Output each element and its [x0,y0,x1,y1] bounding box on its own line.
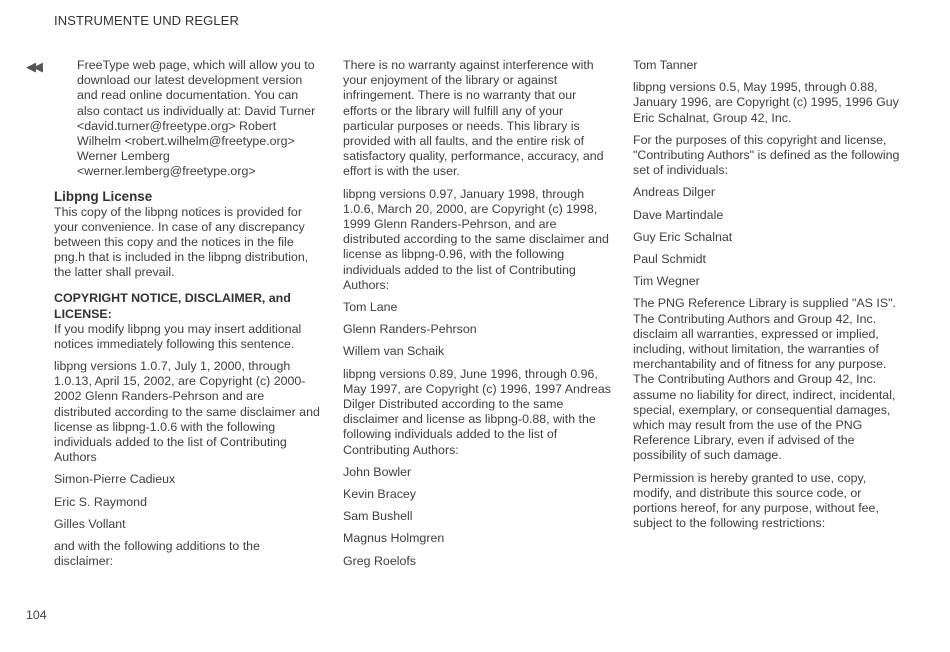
permission-paragraph: Permission is hereby granted to use, copy, modify, and distribute this source code, or portions hereof, for any purpose, without fee, subject to the following restrictions: [633,470,879,531]
versions-097-paragraph: libpng versions 0.97, January 1998, through 1.0.6, March 20, 2000, are Copyright (c) 1998, 1999 Glenn Randers-Pehrson, and are distributed according to the same disclaimer and license as libpng-0.96, with the following individuals added to the list of Contributing Authors: [343,186,609,292]
author-name: John Bowler [343,464,412,479]
author-name: Magnus Holmgren [343,531,445,546]
warranty-paragraph: There is no warranty against interference with your enjoyment of the library or against infringement. There is no warranty that our efforts or the library will fulfill any of your particular purposes or needs. This library is provided with all faults, and the entire risk of satisfactory quality, performance, accuracy, and effort is with the user. [343,58,604,179]
libpng-license-paragraph: This copy of the libpng notices is provided for your convenience. In case of any discrepancy between this copy and the notices in the file png.h that is included in the libpng distribution, the latter shall prevail. [54,204,309,280]
author-name: Kevin Bracey [343,487,417,502]
author-name: Paul Schmidt [633,252,707,267]
column-1 [54,58,322,576]
column-3 [633,58,905,538]
as-is-paragraph: The PNG Reference Library is supplied "AS IS". The Contributing Authors and Group 42, Inc. disclaim all warranties, expressed or implied, including, without limitation, the warranties of merchantability and of fitness for any purpose. The Contributing Authors and Group 42, Inc. assume no liability for direct, indirect, incidental, special, exemplary, or consequential damages, which may result from the use of the PNG Reference Library, even if advised of the possibility of such damage. [633,296,896,463]
page-header-title: INSTRUMENTE UND REGLER [54,13,239,28]
author-name: Glenn Randers-Pehrson [343,322,477,337]
author-name: Tom Tanner [633,58,698,72]
author-name: Andreas Dilger [633,185,715,200]
column-2 [343,58,613,576]
author-name: Willem van Schaik [343,344,445,359]
author-name: Tim Wegner [633,274,700,289]
additions-paragraph: and with the following additions to the disclaimer: [54,539,260,569]
versions-107-paragraph: libpng versions 1.0.7, July 1, 2000, through 1.0.13, April 15, 2002, are Copyright (c) 2000-2002 Glenn Randers-Pehrson and are distributed according to the same disclaimer and license as libpng-1.0.6 with the following individuals added to the list of Contributing Authors [54,359,320,465]
page-number: 104 [26,608,47,622]
copyright-notice-heading: COPYRIGHT NOTICE, DISCLAIMER, and LICENSE: [54,290,291,321]
versions-089-paragraph: libpng versions 0.89, June 1996, through 0.96, May 1997, are Copyright (c) 1996, 1997 Andreas Dilger Distributed according to the same disclaimer and license as libpng-0.88, with the following individuals added to the list of Contributing Authors: [343,366,611,457]
author-name: Tom Lane [343,300,398,315]
author-name: Sam Bushell [343,509,413,524]
versions-05-paragraph: libpng versions 0.5, May 1995, through 0.88, January 1996, are Copyright (c) 1995, 1996 Guy Eric Schalnat, Group 42, Inc. [633,80,899,125]
author-name: Dave Martindale [633,207,724,222]
contributing-authors-definition: For the purposes of this copyright and license, "Contributing Authors" is defined as the following set of individuals: [633,132,900,178]
author-name: Guy Eric Schalnat [633,229,733,244]
copyright-notice-paragraph: If you modify libpng you may insert additional notices immediately following this sentence. [54,321,302,351]
author-name: Eric S. Raymond [54,494,147,509]
back-double-chevron-icon[interactable]: ◀◀ [26,59,40,74]
libpng-license-heading: Libpng License [54,188,153,204]
author-name: Gilles Vollant [54,516,126,531]
freetype-contact-paragraph: FreeType web page, which will allow you to download our latest development version and read online documentation. You can also contact us individually at: David Turner <david.turner@freetype.org> Robert Wilhelm <robert.wilhelm@freetype.org> Werner Lemberg <werner.lemberg@freetype.org> [77,58,316,179]
author-name: Greg Roelofs [343,553,417,568]
author-name: Simon-Pierre Cadieux [54,472,176,487]
